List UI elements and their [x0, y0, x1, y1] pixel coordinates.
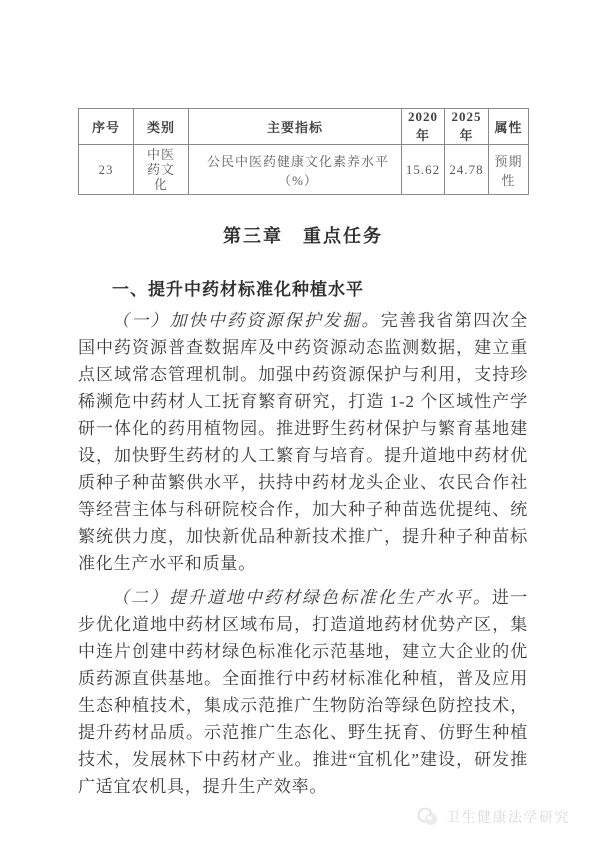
cell-serial-number: 23 [79, 145, 134, 195]
watermark-text: 卫生健康法学研究 [446, 811, 570, 826]
cell-category: 中医药文化 [134, 145, 189, 195]
watermark [417, 807, 570, 827]
section-title: 一、提升中药材标准化种植水平 [112, 280, 364, 299]
table-header-row [79, 109, 529, 145]
paragraph-2 [78, 584, 528, 800]
cell-attribute: 预期性 [489, 145, 529, 195]
table-row [79, 145, 529, 195]
paragraph-1-lead: （一）加快中药资源保护发掘。 [112, 311, 381, 330]
cell-value-2020: 15.62 [402, 145, 445, 195]
indicator-table [78, 108, 529, 195]
header-year-2025: 2025 年 [445, 109, 489, 145]
cell-value-2025: 24.78 [445, 145, 489, 195]
paragraph-1-body: 完善我省第四次全国中药资源普查数据库及中药资源动态监测数据，建立重点区域常态管理机制。加强中药资源保护与利用，支持珍稀濒危中药材人工抚育繁育研究，打造 1-2 个区域性产学研一体化的药用植物园。推进野生药材保护与繁育基地建设，加快野生药材的人工繁育与培育。提升道地中药材优质种子种苗繁供水平，扶持中药材龙头企业、农民合作社等经营主体与科研院校合作，加大种子种苗选优提纯、统繁统供力度，加快新优品种新技术推广，提升种子种苗标准化生产水平和质量。 [78, 311, 528, 573]
paragraph-1 [78, 307, 528, 577]
chapter-title: 第三章 重点任务 [223, 226, 383, 246]
header-main-indicator: 主要指标 [189, 109, 402, 145]
header-attribute: 属性 [489, 109, 529, 145]
paragraph-2-body: 进一步优化道地中药材区域布局，打造道地药材优势产区，集中连片创建中药材绿色标准化示范基地，建立大企业的优质药源直供基地。全面推行中药材标准化种植，普及应用生态种植技术，集成示范推广生物防治等绿色防控技术，提升药材品质。示范推广生态化、野生抚育、仿野生种植技术，发展林下中药材产业。推进“宜机化”建设，研发推广适宜农机具，提升生产效率。 [78, 588, 529, 796]
cell-indicator: 公民中医药健康文化素养水平（%） [189, 145, 402, 195]
paragraph-2-lead: （二）提升道地中药材绿色标准化生产水平。 [112, 588, 492, 607]
page-content [78, 108, 528, 800]
header-serial-number: 序号 [79, 109, 134, 145]
header-category: 类别 [134, 109, 189, 145]
header-year-2020: 2020 年 [402, 109, 445, 145]
watermark-emblem-icon [417, 807, 441, 827]
